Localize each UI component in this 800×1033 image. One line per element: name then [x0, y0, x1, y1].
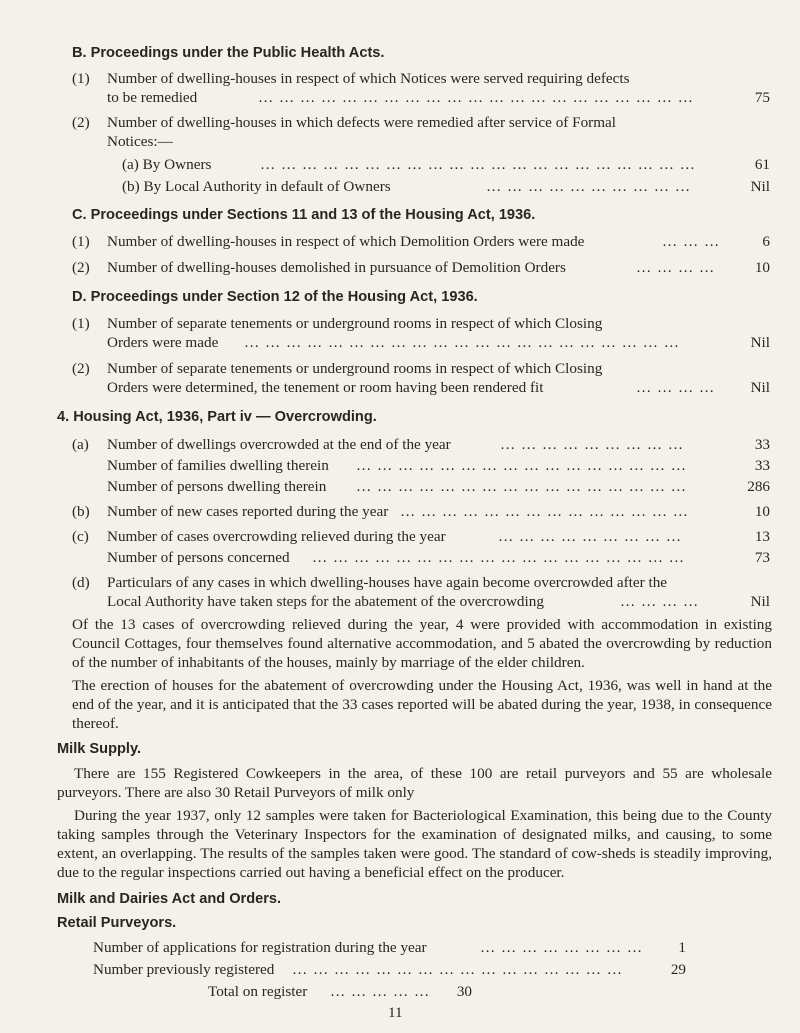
dot-leader: … … … … … … … … … … … … … … … … … … … … …: [260, 156, 696, 173]
dot-leader: … … … … …: [330, 983, 431, 1000]
dot-leader: … … … … … … … … … … … … … … … …: [356, 457, 687, 474]
dot-leader: … … … …: [620, 593, 700, 610]
c2-text: Number of dwelling-houses demolished in pursuance of Demolition Orders: [107, 259, 566, 276]
section-4-heading: 4. Housing Act, 1936, Part iv — Overcrowding.: [57, 409, 377, 425]
dot-leader: … … … … … … … … … …: [486, 178, 692, 195]
page-number: 11: [388, 1004, 403, 1021]
dot-leader: … … … … … … … … … … … … … …: [400, 503, 689, 520]
b2b-value: Nil: [750, 178, 770, 195]
dairies-row-1-value: 1: [678, 939, 686, 956]
c2-number: (2): [72, 259, 90, 276]
dairies-total-label: Total on register: [208, 983, 308, 1000]
s4c2-text: Number of persons concerned: [107, 549, 290, 566]
milk-paragraph-1: There are 155 Registered Cowkeepers in the area, of these 100 are retail purveyors and 55 are wholesale purveyors. There are also 30 Retail Purveyors of milk only: [57, 765, 772, 801]
dot-leader: … … … … … … … … …: [500, 436, 685, 453]
milk-paragraph-2: During the year 1937, only 12 samples were taken for Bacteriological Examination, this being due to the County taking samples through the Veterinary Inspectors for the examination of designated milks, and causing, to some extent, an overlapping. The results of the samples taken were good. The standard of cow-sheds is steadily improving, due to the regular inspections carried out having a beneficial effect on the producer.: [57, 807, 772, 881]
dot-leader: … … … …: [636, 379, 716, 396]
c1-text: Number of dwelling-houses in respect of which Demolition Orders were made: [107, 233, 585, 250]
d2-value: Nil: [750, 379, 770, 396]
s4a2-text: Number of families dwelling therein: [107, 457, 329, 474]
b2a-label: (a) By Owners: [122, 156, 212, 173]
dairies-row-2-label: Number previously registered: [93, 961, 275, 978]
b2a-value: 61: [754, 156, 770, 173]
s4c1-text: Number of cases overcrowding relieved during the year: [107, 528, 446, 545]
d1-value: Nil: [750, 334, 770, 351]
s4d-line2: Local Authority have taken steps for the abatement of the overcrowding: [107, 593, 544, 610]
section-d-heading: D. Proceedings under Section 12 of the Housing Act, 1936.: [72, 289, 478, 305]
s4c-mark: (c): [72, 528, 89, 545]
b2-line2: Notices:—: [107, 133, 173, 150]
d2-number: (2): [72, 360, 90, 377]
dairies-heading: Milk and Dairies Act and Orders.: [57, 891, 282, 907]
b2-number: (2): [72, 114, 90, 131]
dairies-row-1-label: Number of applications for registration during the year: [93, 939, 427, 956]
s4c1-value: 13: [754, 528, 770, 545]
b1-number: (1): [72, 70, 90, 87]
s4b-mark: (b): [72, 503, 90, 520]
dairies-total-value: 30: [456, 983, 472, 1000]
d1-line2: Orders were made: [107, 334, 219, 351]
b1-line1: Number of dwelling-houses in respect of which Notices were served requiring defects: [107, 70, 630, 87]
s4d-mark: (d): [72, 574, 90, 591]
overcrowding-paragraph-1: Of the 13 cases of overcrowding relieved during the year, 4 were provided with accommodation in existing Council Cottages, four themselves found alternative accommodation, and 5 abated the overcrowding by reduction of the number of inhabitants of the houses, mainly by marriage of the elder children.: [72, 616, 772, 671]
dot-leader: … … … … … … … …: [480, 939, 644, 956]
c1-value: 6: [762, 233, 770, 250]
retail-purveyors-subheading: Retail Purveyors.: [57, 915, 177, 931]
b2-line1: Number of dwelling-houses in which defects were remedied after service of Formal: [107, 114, 617, 131]
dot-leader: … … … … … … … … …: [498, 528, 683, 545]
overcrowding-paragraph-2: The erection of houses for the abatement of overcrowding under the Housing Act, 1936, was well in hand at the end of the year, and it is anticipated that the 33 cases reported will be abated during the year, 1938, in consequence thereof.: [72, 677, 772, 732]
dot-leader: … … … … … … … … … … … … … … … …: [356, 478, 687, 495]
d1-line1: Number of separate tenements or underground rooms in respect of which Closing: [107, 315, 603, 332]
milk-supply-heading: Milk Supply.: [57, 741, 142, 757]
s4a3-text: Number of persons dwelling therein: [107, 478, 327, 495]
s4d-value: Nil: [750, 593, 770, 610]
d2-line1: Number of separate tenements or underground rooms in respect of which Closing: [107, 360, 603, 377]
s4a1-text: Number of dwellings overcrowded at the end of the year: [107, 436, 451, 453]
dot-leader: … … … … … … … … … … … … … … … … … … … … …: [244, 334, 680, 351]
d2-line2: Orders were determined, the tenement or room having been rendered fit: [107, 379, 544, 396]
dot-leader: … … … …: [636, 259, 716, 276]
c2-value: 10: [754, 259, 770, 276]
s4d-line1: Particulars of any cases in which dwelling-houses have again become overcrowded after the: [107, 574, 668, 591]
s4b1-text: Number of new cases reported during the year: [107, 503, 389, 520]
dairies-row-2-value: 29: [670, 961, 686, 978]
section-b-heading: B. Proceedings under the Public Health Acts.: [72, 45, 385, 61]
s4a3-value: 286: [747, 478, 770, 495]
b1-value: 75: [754, 89, 770, 106]
d1-number: (1): [72, 315, 90, 332]
dot-leader: … … … … … … … … … … … … … … … …: [292, 961, 623, 978]
s4c2-value: 73: [754, 549, 770, 566]
b2b-label: (b) By Local Authority in default of Owners: [122, 178, 391, 195]
b1-line2: to be remedied: [107, 89, 198, 106]
s4a2-value: 33: [754, 457, 770, 474]
s4b1-value: 10: [754, 503, 770, 520]
s4a-mark: (a): [72, 436, 89, 453]
c1-number: (1): [72, 233, 90, 250]
dot-leader: … … … … … … … … … … … … … … … … … … … … …: [258, 89, 694, 106]
s4a1-value: 33: [754, 436, 770, 453]
section-c-heading: C. Proceedings under Sections 11 and 13 of the Housing Act, 1936.: [72, 207, 536, 223]
dot-leader: … … …: [662, 233, 720, 250]
dot-leader: … … … … … … … … … … … … … … … … … …: [312, 549, 685, 566]
